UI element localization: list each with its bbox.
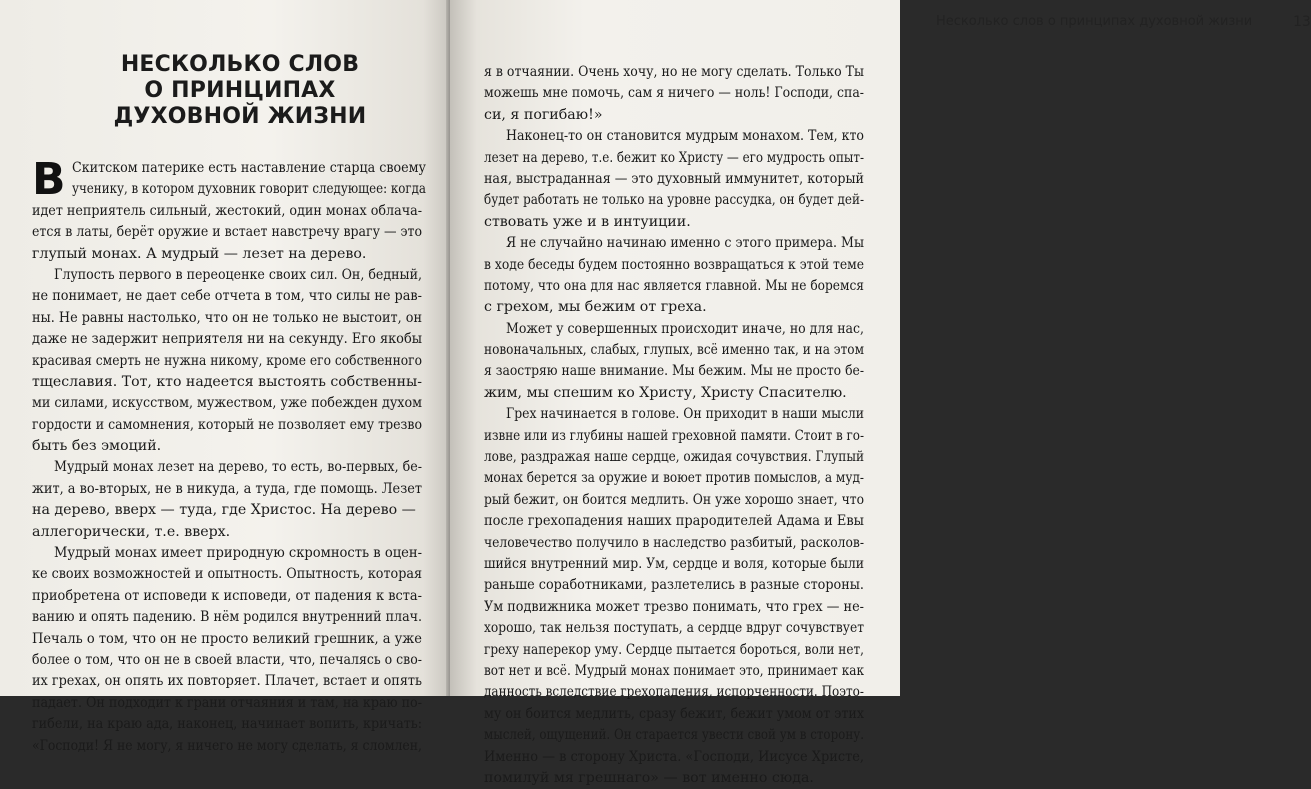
text-line: быть без эмоций. — [32, 438, 162, 455]
text-line: потому, что она для нас является главной. Мы не боремся — [484, 277, 864, 294]
text-line: ми силами, искусством, мужеством, уже побежден духом — [32, 395, 422, 412]
text-line: ствовать уже и в интуиции. — [484, 213, 691, 230]
text-line: ученику, в котором духовник говорит следующее: когда — [71, 181, 426, 198]
text-line: помилуй мя грешнаго» — вот именно сюда. — [484, 769, 814, 786]
text-line: хорошо, так нельзя поступать, а сердце вдруг сочувствует — [484, 620, 864, 637]
text-line: ется в латы, берёт оружие и встает навстречу врагу — это — [32, 224, 422, 241]
text-line: Мудрый монах лезет на дерево, то есть, во-первых, бе- — [54, 459, 423, 476]
text-line: человечество получило в наследство разбитый, расколов- — [484, 534, 865, 551]
text-line: в ходе беседы будем постоянно возвращаться к этой теме — [484, 256, 865, 273]
text-line: ны. Не равны настолько, что он не только не выстоит, он — [32, 309, 422, 326]
text-line: будет работать не только на уровне рассудка, он будет дей- — [484, 192, 865, 209]
text-line: Печаль о том, что он не просто великий грешник, а уже — [32, 630, 422, 647]
text-line: шийся внутренний мир. Ум, сердце и воля, которые были — [484, 555, 864, 572]
text-line: можешь мне помочь, сам я ничего — ноль! Господи, спа- — [484, 85, 864, 102]
text-line: си, я погибаю!» — [484, 106, 603, 123]
text-line: на дерево, вверх — туда, где Христос. На дерево — — [32, 502, 416, 519]
text-line: Грех начинается в голове. Он приходит в наши мысли — [506, 406, 864, 423]
text-line: глупый монах. А мудрый — лезет на дерево. — [32, 245, 367, 262]
text-line: гибели, на краю ада, наконец, начинает вопить, кричать: — [32, 716, 423, 733]
text-line: жим, мы спешим ко Христу, Христу Спасителю. — [484, 384, 847, 401]
text-line: лове, раздражая наше сердце, ожидая сочувствия. Глупый — [484, 449, 864, 466]
text-line: падает. Он подходит к грани отчаяния и там, на краю по- — [32, 694, 422, 711]
text-line: даже не задержит неприятеля ни на секунду. Его якобы — [32, 331, 423, 348]
drop-cap: В — [32, 154, 66, 205]
text-line: Мудрый монах имеет природную скромность в оцен- — [54, 545, 423, 562]
text-line: данность вследствие грехопадения, испорченности. Поэто- — [484, 684, 864, 701]
text-line: Глупость первого в переоценке своих сил. Он, бедный, — [54, 266, 422, 283]
text-line: Ум подвижника может трезво понимать, что грех — не- — [484, 598, 864, 615]
text-line: ванию и опять падению. В нём родился внутренний плач. — [32, 609, 423, 626]
text-line: ке своих возможностей и опытность. Опытность, которая — [32, 566, 423, 583]
text-line: не понимает, не дает себе отчета в том, что силы не рав- — [32, 288, 422, 305]
text-line: лезет на дерево, т.е. бежит ко Христу — его мудрость опыт- — [484, 149, 865, 166]
text-line: гордости и самомнения, который не позволяет ему трезво — [32, 416, 423, 433]
page-number: 13 — [1293, 14, 1311, 30]
left-paragraphs — [32, 265, 422, 757]
text-line: ная, выстраданная — это духовный иммунитет, который — [484, 170, 864, 187]
running-head: Несколько слов о принципах духовной жизни — [936, 14, 1253, 29]
text-line: Я не случайно начинаю именно с этого примера. Мы — [506, 235, 864, 252]
chapter-title-line: О ПРИНЦИПАХ — [144, 78, 336, 103]
left-page — [0, 0, 450, 754]
text-line: я в отчаянии. Очень хочу, но не могу сделать. Только Ты — [484, 64, 865, 80]
text-line: Именно — в сторону Христа. «Господи, Иисусе Христе, — [484, 748, 865, 765]
text-line: мыслей, ощущений. Он старается увести свой ум в сторону. — [484, 727, 865, 744]
text-line: приобретена от исповеди к исповеди, от падения к вста- — [32, 587, 422, 604]
text-line: с грехом, мы бежим от греха. — [484, 299, 707, 316]
text-line: вот нет и всё. Мудрый монах понимает это, принимает как — [484, 662, 865, 679]
first-paragraph — [32, 154, 426, 265]
left-body-text — [32, 154, 426, 757]
chapter-title — [60, 52, 420, 130]
text-line: красивая смерть не нужна никому, кроме его собственного — [32, 352, 423, 369]
text-line: Наконец-то он становится мудрым монахом. Тем, кто — [506, 128, 865, 145]
text-line: аллегорически, т.е. вверх. — [32, 523, 231, 540]
text-line: жит, а во-вторых, не в никуда, а туда, где помощь. Лезет — [32, 480, 423, 497]
text-line: их грехах, он опять их повторяет. Плачет, встает и опять — [32, 673, 423, 690]
text-line: извне или из глубины нашей греховной памяти. Стоит в го- — [484, 427, 865, 444]
text-line: монах берется за оружие и воюет против помыслов, а муд- — [484, 470, 865, 487]
text-line: раньше соработниками, разлетелись в разные стороны. — [484, 577, 865, 594]
chapter-title-line: ДУХОВНОЙ ЖИЗНИ — [113, 104, 367, 129]
text-line: му он боится медлить, сразу бежит, бежит умом от этих — [484, 705, 865, 722]
text-line: я заостряю наше внимание. Мы бежим. Мы не просто бе- — [484, 363, 865, 380]
text-line: тщеславия. Тот, кто надеется выстоять собственны- — [32, 373, 422, 390]
text-line: более о том, что он не в своей власти, что, печалясь о сво- — [32, 651, 422, 668]
text-line: после грехопадения наших прародителей Адама и Евы — [484, 513, 864, 530]
right-paragraphs — [484, 62, 864, 789]
text-line: Может у совершенных происходит иначе, но для нас, — [506, 320, 865, 337]
text-line: рый бежит, он боится медлить. Он уже хорошо знает, что — [484, 491, 865, 508]
text-line: идет неприятель сильный, жестокий, один монах облача- — [32, 202, 423, 219]
text-line: новоначальных, слабых, глупых, всё именно так, и на этом — [484, 342, 864, 359]
text-line: Скитском патерике есть наставление старца своему — [71, 160, 426, 176]
text-line: греху наперекор уму. Сердце пытается бороться, воли нет, — [484, 641, 865, 658]
right-body-text — [484, 62, 864, 789]
chapter-title-line: НЕСКОЛЬКО СЛОВ — [120, 52, 360, 77]
text-line: «Господи! Я не могу, я ничего не могу сделать, я сломлен, — [32, 737, 422, 754]
